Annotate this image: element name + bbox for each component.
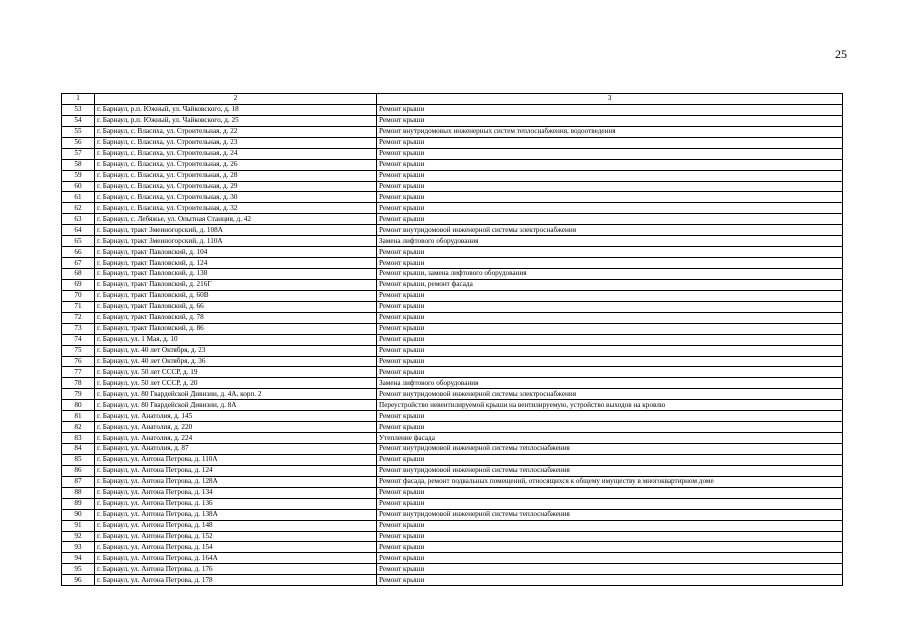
row-number-cell: 75 [62, 345, 95, 356]
table-row [62, 192, 843, 203]
table-row [62, 509, 843, 520]
work-type-cell: Ремонт крыши [377, 411, 843, 422]
table-row [62, 214, 843, 225]
row-number-cell: 77 [62, 367, 95, 378]
repair-registry-table [61, 93, 843, 586]
work-type-cell: Ремонт крыши [377, 345, 843, 356]
table-row [62, 203, 843, 214]
row-number-cell: 80 [62, 400, 95, 411]
table-row [62, 454, 843, 465]
work-type-cell: Утепление фасада [377, 433, 843, 444]
row-number-cell: 76 [62, 356, 95, 367]
work-type-cell: Ремонт крыши [377, 334, 843, 345]
work-type-cell: Ремонт крыши [377, 323, 843, 334]
table-row [62, 148, 843, 159]
address-cell: г. Барнаул, тракт Павловский, д. 138 [95, 269, 377, 280]
work-type-cell: Ремонт крыши [377, 214, 843, 225]
address-cell: г. Барнаул, с. Власиха, ул. Строительная, д. 32 [95, 203, 377, 214]
address-cell: г. Барнаул, с. Власиха, ул. Строительная, д. 24 [95, 148, 377, 159]
work-type-cell: Ремонт внутридомовых инженерных систем теплоснабжения, водоотведения [377, 126, 843, 137]
work-type-cell: Ремонт крыши [377, 181, 843, 192]
address-cell: г. Барнаул, р.п. Южный, ул. Чайковского, д. 25 [95, 115, 377, 126]
row-number-cell: 53 [62, 104, 95, 115]
address-cell: г. Барнаул, ул. Анатолия, д. 87 [95, 444, 377, 455]
table-row [62, 422, 843, 433]
row-number-cell: 87 [62, 476, 95, 487]
work-type-cell: Ремонт крыши [377, 203, 843, 214]
table-row [62, 476, 843, 487]
table-row [62, 159, 843, 170]
address-cell: г. Барнаул, ул. 40 лет Октября, д. 36 [95, 356, 377, 367]
work-type-cell: Ремонт крыши [377, 520, 843, 531]
table-row [62, 400, 843, 411]
work-type-cell: Ремонт внутридомовой инженерной системы электроснабжения [377, 225, 843, 236]
row-number-cell: 57 [62, 148, 95, 159]
address-cell: г. Барнаул, тракт Павловский, д. 60В [95, 290, 377, 301]
address-cell: г. Барнаул, ул. 40 лет Октября, д. 23 [95, 345, 377, 356]
address-cell: г. Барнаул, с. Власиха, ул. Строительная, д. 22 [95, 126, 377, 137]
table-row [62, 104, 843, 115]
row-number-cell: 79 [62, 389, 95, 400]
work-type-cell: Ремонт внутридомовой инженерной системы теплоснабжения [377, 465, 843, 476]
row-number-cell: 82 [62, 422, 95, 433]
address-cell: г. Барнаул, ул. Анатолия, д. 224 [95, 433, 377, 444]
row-number-cell: 89 [62, 498, 95, 509]
address-cell: г. Барнаул, ул. Антона Петрова, д. 154 [95, 542, 377, 553]
address-cell: г. Барнаул, тракт Павловский, д. 78 [95, 312, 377, 323]
header-cell-address: 2 [95, 94, 377, 105]
work-type-cell: Ремонт крыши [377, 454, 843, 465]
table-row [62, 312, 843, 323]
work-type-cell: Ремонт крыши [377, 487, 843, 498]
table-row [62, 564, 843, 575]
table-row [62, 465, 843, 476]
work-type-cell: Ремонт крыши [377, 258, 843, 269]
address-cell: г. Барнаул, ул. Антона Петрова, д. 136 [95, 498, 377, 509]
address-cell: г. Барнаул, ул. Анатолия, д. 145 [95, 411, 377, 422]
row-number-cell: 67 [62, 258, 95, 269]
address-cell: г. Барнаул, тракт Павловский, д. 216Г [95, 279, 377, 290]
row-number-cell: 74 [62, 334, 95, 345]
row-number-cell: 55 [62, 126, 95, 137]
work-type-cell: Ремонт крыши [377, 192, 843, 203]
address-cell: г. Барнаул, р.п. Южный, ул. Чайковского, д. 18 [95, 104, 377, 115]
address-cell: г. Барнаул, ул. 80 Гвардейской Дивизии, д. 4А, корп. 2 [95, 389, 377, 400]
table-row [62, 258, 843, 269]
table-row [62, 181, 843, 192]
row-number-cell: 69 [62, 279, 95, 290]
row-number-cell: 56 [62, 137, 95, 148]
row-number-cell: 65 [62, 236, 95, 247]
address-cell: г. Барнаул, ул. Антона Петрова, д. 176 [95, 564, 377, 575]
row-number-cell: 61 [62, 192, 95, 203]
row-number-cell: 86 [62, 465, 95, 476]
table-row [62, 444, 843, 455]
table-row [62, 378, 843, 389]
work-type-cell: Ремонт крыши [377, 104, 843, 115]
work-type-cell: Ремонт крыши [377, 301, 843, 312]
row-number-cell: 85 [62, 454, 95, 465]
work-type-cell: Ремонт крыши [377, 159, 843, 170]
row-number-cell: 62 [62, 203, 95, 214]
address-cell: г. Барнаул, с. Лебяжье, ул. Опытная Станция, д. 42 [95, 214, 377, 225]
work-type-cell: Ремонт крыши, ремонт фасада [377, 279, 843, 290]
table-row [62, 433, 843, 444]
page-number: 25 [835, 47, 847, 61]
work-type-cell: Ремонт крыши [377, 422, 843, 433]
address-cell: г. Барнаул, с. Власиха, ул. Строительная, д. 23 [95, 137, 377, 148]
row-number-cell: 73 [62, 323, 95, 334]
work-type-cell: Ремонт внутридомовой инженерной системы теплоснабжения [377, 509, 843, 520]
row-number-cell: 60 [62, 181, 95, 192]
table-row [62, 487, 843, 498]
table-row [62, 290, 843, 301]
table-row [62, 498, 843, 509]
row-number-cell: 90 [62, 509, 95, 520]
table-row [62, 575, 843, 586]
work-type-cell: Ремонт крыши [377, 247, 843, 258]
work-type-cell: Ремонт внутридомовой инженерной системы электроснабжения [377, 389, 843, 400]
work-type-cell: Ремонт крыши, замена лифтового оборудования [377, 269, 843, 280]
table-row [62, 411, 843, 422]
work-type-cell: Ремонт крыши [377, 148, 843, 159]
row-number-cell: 91 [62, 520, 95, 531]
row-number-cell: 81 [62, 411, 95, 422]
table-row [62, 269, 843, 280]
registry-body [62, 94, 843, 586]
work-type-cell: Ремонт крыши [377, 553, 843, 564]
table-row [62, 236, 843, 247]
address-cell: г. Барнаул, тракт Павловский, д. 66 [95, 301, 377, 312]
table-row [62, 301, 843, 312]
row-number-cell: 72 [62, 312, 95, 323]
table-row [62, 225, 843, 236]
table-row [62, 247, 843, 258]
table-row [62, 520, 843, 531]
address-cell: г. Барнаул, ул. Антона Петрова, д. 148 [95, 520, 377, 531]
address-cell: г. Барнаул, ул. 1 Мая, д. 10 [95, 334, 377, 345]
row-number-cell: 59 [62, 170, 95, 181]
address-cell: г. Барнаул, с. Власиха, ул. Строительная, д. 29 [95, 181, 377, 192]
work-type-cell: Замена лифтового оборудования [377, 378, 843, 389]
address-cell: г. Барнаул, тракт Змеиногорский, д. 110А [95, 236, 377, 247]
table-row [62, 279, 843, 290]
work-type-cell: Ремонт крыши [377, 312, 843, 323]
work-type-cell: Ремонт крыши [377, 356, 843, 367]
table-row [62, 356, 843, 367]
table-row [62, 389, 843, 400]
table-row [62, 126, 843, 137]
row-number-cell: 66 [62, 247, 95, 258]
row-number-cell: 78 [62, 378, 95, 389]
table-row [62, 170, 843, 181]
address-cell: г. Барнаул, ул. 80 Гвардейской Дивизии, д. 8А [95, 400, 377, 411]
address-cell: г. Барнаул, ул. 50 лет СССР, д. 19 [95, 367, 377, 378]
work-type-cell: Ремонт крыши [377, 542, 843, 553]
table-row [62, 115, 843, 126]
address-cell: г. Барнаул, ул. Антона Петрова, д. 152 [95, 531, 377, 542]
work-type-cell: Ремонт внутридомовой инженерной системы теплоснабжения [377, 444, 843, 455]
address-cell: г. Барнаул, ул. 50 лет СССР, д. 20 [95, 378, 377, 389]
address-cell: г. Барнаул, с. Власиха, ул. Строительная, д. 30 [95, 192, 377, 203]
table-row [62, 334, 843, 345]
table-header-row [62, 94, 843, 105]
row-number-cell: 58 [62, 159, 95, 170]
row-number-cell: 63 [62, 214, 95, 225]
work-type-cell: Переустройство невентилируемой крыши на вентилируемую, устройство выходов на кровлю [377, 400, 843, 411]
address-cell: г. Барнаул, ул. Анатолия, д. 220 [95, 422, 377, 433]
row-number-cell: 54 [62, 115, 95, 126]
address-cell: г. Барнаул, ул. Антона Петрова, д. 138А [95, 509, 377, 520]
work-type-cell: Ремонт фасада, ремонт подвальных помещений, относящихся к общему имуществу в многоквартирном доме [377, 476, 843, 487]
address-cell: г. Барнаул, ул. Антона Петрова, д. 110А [95, 454, 377, 465]
row-number-cell: 83 [62, 433, 95, 444]
address-cell: г. Барнаул, ул. Антона Петрова, д. 164А [95, 553, 377, 564]
work-type-cell: Ремонт крыши [377, 575, 843, 586]
address-cell: г. Барнаул, тракт Павловский, д. 86 [95, 323, 377, 334]
address-cell: г. Барнаул, с. Власиха, ул. Строительная, д. 26 [95, 159, 377, 170]
row-number-cell: 84 [62, 444, 95, 455]
table-row [62, 345, 843, 356]
row-number-cell: 88 [62, 487, 95, 498]
row-number-cell: 95 [62, 564, 95, 575]
row-number-cell: 94 [62, 553, 95, 564]
row-number-cell: 64 [62, 225, 95, 236]
work-type-cell: Ремонт крыши [377, 170, 843, 181]
address-cell: г. Барнаул, тракт Змеиногорский, д. 108А [95, 225, 377, 236]
address-cell: г. Барнаул, ул. Антона Петрова, д. 178 [95, 575, 377, 586]
address-cell: г. Барнаул, ул. Антона Петрова, д. 124 [95, 465, 377, 476]
row-number-cell: 96 [62, 575, 95, 586]
work-type-cell: Ремонт крыши [377, 115, 843, 126]
work-type-cell: Замена лифтового оборудования [377, 236, 843, 247]
row-number-cell: 93 [62, 542, 95, 553]
row-number-cell: 68 [62, 269, 95, 280]
table-row [62, 553, 843, 564]
row-number-cell: 70 [62, 290, 95, 301]
table-row [62, 531, 843, 542]
address-cell: г. Барнаул, с. Власиха, ул. Строительная, д. 28 [95, 170, 377, 181]
address-cell: г. Барнаул, тракт Павловский, д. 104 [95, 247, 377, 258]
table-row [62, 323, 843, 334]
row-number-cell: 92 [62, 531, 95, 542]
address-cell: г. Барнаул, ул. Антона Петрова, д. 134 [95, 487, 377, 498]
work-type-cell: Ремонт крыши [377, 290, 843, 301]
table-row [62, 542, 843, 553]
table-row [62, 367, 843, 378]
table-row [62, 137, 843, 148]
address-cell: г. Барнаул, тракт Павловский, д. 124 [95, 258, 377, 269]
row-number-cell: 71 [62, 301, 95, 312]
work-type-cell: Ремонт крыши [377, 498, 843, 509]
work-type-cell: Ремонт крыши [377, 367, 843, 378]
work-type-cell: Ремонт крыши [377, 531, 843, 542]
work-type-cell: Ремонт крыши [377, 137, 843, 148]
header-cell-number: 1 [62, 94, 95, 105]
work-type-cell: Ремонт крыши [377, 564, 843, 575]
address-cell: г. Барнаул, ул. Антона Петрова, д. 128А [95, 476, 377, 487]
header-cell-work: 3 [377, 94, 843, 105]
